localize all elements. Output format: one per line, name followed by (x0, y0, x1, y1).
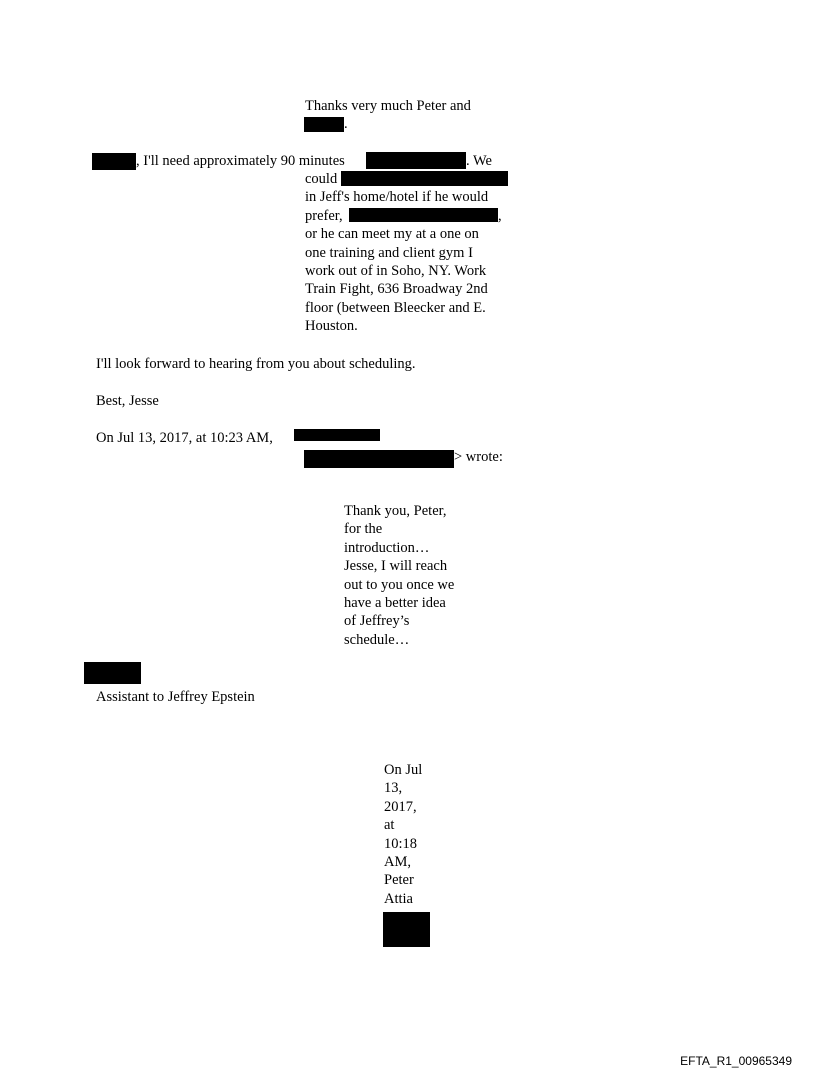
body-line-3: prefer, (305, 207, 343, 224)
we-text: . We (466, 153, 492, 169)
redaction-2 (341, 171, 508, 186)
body-line-9: Houston. (305, 318, 358, 335)
quoted-line-4: at (384, 817, 395, 834)
quoted-line-1: On Jul (384, 762, 423, 778)
body-paragraph (305, 170, 488, 336)
body-line-1: could (305, 171, 338, 187)
reply-line-2: for the (344, 521, 383, 538)
quoted-line-5: 10:18 (384, 835, 418, 852)
reply-line-4: Jesse, I will reach (344, 558, 448, 575)
need-line: , I'll need approximately 90 minutes (136, 153, 345, 169)
quoted-line-7: Peter (384, 872, 414, 889)
quoted-line-8: Attia (384, 890, 413, 907)
body-line-6: work out of in Soho, NY. Work (305, 263, 487, 280)
reply-block (344, 502, 454, 649)
signature-title: Assistant to Jeffrey Epstein (96, 689, 255, 705)
quoted-line-2: 13, (384, 780, 403, 797)
quoted-line-6: AM, (384, 854, 411, 871)
thanks-period: . (344, 116, 348, 132)
reply-line-8: schedule… (344, 631, 410, 648)
redaction-sender-name (294, 429, 380, 441)
reply-line-6: have a better idea (344, 595, 446, 612)
quoted-block (384, 761, 422, 908)
redaction-name-1 (304, 117, 344, 132)
reply-line-7: of Jeffrey’s (344, 613, 410, 630)
redaction-3 (349, 208, 498, 222)
scheduling-line: I'll look forward to hearing from you about scheduling. (96, 356, 416, 372)
redaction-quoted-email (383, 912, 430, 947)
comma-after-redaction: , (498, 208, 502, 224)
redaction-signature-name (84, 662, 141, 684)
redaction-1 (366, 152, 466, 169)
reply-line-3: introduction… (344, 539, 430, 556)
signoff: Best, Jesse (96, 393, 159, 409)
document-id: EFTA_R1_00965349 (680, 1054, 792, 1068)
body-line-4: or he can meet my at a one on (305, 226, 479, 243)
reply-line-5: out to you once we (344, 576, 455, 593)
body-line-8: floor (between Bleecker and E. (305, 299, 486, 316)
redaction-name-2 (92, 153, 136, 170)
quote-header: On Jul 13, 2017, at 10:23 AM, (96, 430, 273, 446)
quoted-line-3: 2017, (384, 798, 417, 815)
wrote-text: > wrote: (454, 449, 503, 465)
body-line-7: Train Fight, 636 Broadway 2nd (305, 281, 488, 298)
body-line-2: in Jeff's home/hotel if he would (305, 189, 489, 206)
body-line-5: one training and client gym I (305, 244, 473, 261)
thanks-line: Thanks very much Peter and (305, 98, 471, 114)
redaction-sender-email (304, 450, 454, 468)
reply-line-1: Thank you, Peter, (344, 503, 447, 519)
